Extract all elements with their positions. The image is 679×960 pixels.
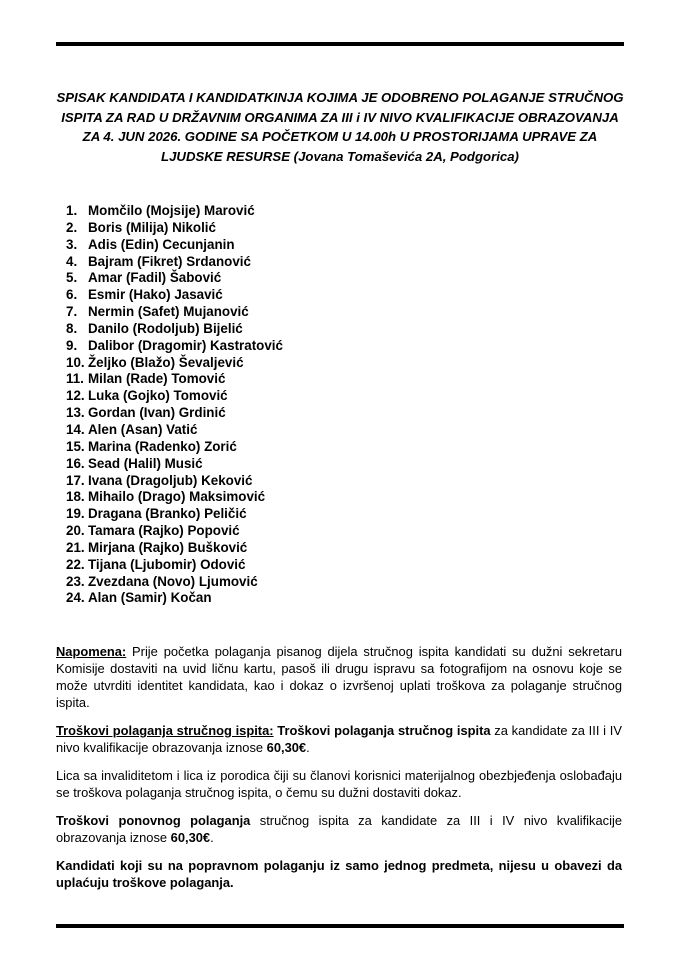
list-item	[66, 254, 283, 271]
candidate-name: Esmir (Hako) Jasavić	[88, 287, 223, 303]
item-number: 2.	[66, 219, 78, 235]
note-label: Napomena:	[56, 644, 127, 659]
list-item	[66, 473, 283, 490]
candidate-name: Zvezdana (Novo) Ljumović	[88, 573, 258, 589]
bottom-rule	[56, 924, 624, 928]
candidate-name: Dalibor (Dragomir) Kastratović	[88, 337, 283, 353]
item-number: 12.	[66, 388, 85, 404]
candidate-name: Alen (Asan) Vatić	[88, 421, 198, 437]
list-item	[66, 590, 283, 607]
candidate-name: Bajram (Fikret) Srdanović	[88, 253, 251, 269]
item-number: 18.	[66, 489, 85, 505]
list-item	[66, 270, 283, 287]
item-number: 3.	[66, 236, 78, 252]
candidate-name: Tijana (Ljubomir) Odović	[88, 556, 246, 572]
disability-paragraph: Lica sa invaliditetom i lica iz porodica čiji su članovi korisnici materijalnog obezbjeđenja oslobađaju se troškova polaganja stručnog ispita, o čemu su dužni dostaviti dokaz.	[56, 768, 622, 800]
item-number: 19.	[66, 506, 85, 522]
list-item	[66, 388, 283, 405]
candidate-name: Luka (Gojko) Tomović	[88, 388, 228, 404]
item-number: 8.	[66, 320, 78, 336]
item-number: 11.	[66, 371, 84, 387]
costs-text: za kandidate za III i IV nivo kvalifikacije obrazovanja iznose	[56, 723, 622, 755]
list-item	[66, 523, 283, 540]
candidate-name: Danilo (Rodoljub) Bijelić	[88, 320, 243, 336]
list-item	[66, 557, 283, 574]
candidate-name: Tamara (Rajko) Popović	[88, 523, 240, 539]
item-number: 7.	[66, 304, 78, 320]
candidate-name: Boris (Milija) Nikolić	[88, 219, 216, 235]
retake-end: .	[210, 830, 214, 845]
list-item	[66, 506, 283, 523]
list-item	[66, 456, 283, 473]
note-text: Prije početka polaganja pisanog dijela stručnog ispita kandidati su dužni sekretaru Komisije dostaviti na uvid ličnu kartu, pasoš ili drugu ispravu sa fotografijom na osnovu koje se može utvrditi identitet kandidata, kao i dokaz o izvršenoj uplati troškova za polaganje stručnog ispita.	[56, 644, 622, 710]
candidate-name: Željko (Blažo) Ševaljević	[88, 354, 244, 370]
candidate-name: Momčilo (Mojsije) Marović	[88, 203, 255, 218]
list-item	[66, 489, 283, 506]
candidate-name: Sead (Halil) Musić	[88, 455, 203, 471]
item-number: 16.	[66, 455, 85, 471]
item-number: 1.	[66, 203, 78, 218]
item-number: 20.	[66, 523, 85, 539]
costs-paragraph	[56, 722, 622, 756]
list-item	[66, 237, 283, 254]
list-item	[66, 203, 283, 220]
candidate-name: Marina (Radenko) Zorić	[88, 438, 237, 454]
item-number: 13.	[66, 405, 85, 421]
list-item	[66, 338, 283, 355]
candidate-list	[66, 203, 283, 607]
item-number: 10.	[66, 354, 85, 370]
candidate-name: Gordan (Ivan) Grdinić	[88, 405, 226, 421]
candidate-name: Nermin (Safet) Mujanović	[88, 304, 249, 320]
candidate-name: Milan (Rade) Tomović	[88, 371, 226, 387]
candidate-name: Dragana (Branko) Peličić	[88, 506, 247, 522]
notes-section	[56, 643, 622, 902]
list-item	[66, 304, 283, 321]
candidate-name: Amar (Fadil) Šabović	[88, 270, 222, 286]
retake-amount: 60,30€	[170, 830, 211, 845]
candidate-name: Alan (Samir) Kočan	[88, 590, 212, 606]
retake-paragraph	[56, 812, 622, 846]
list-item	[66, 439, 283, 456]
item-number: 4.	[66, 253, 78, 269]
list-item	[66, 574, 283, 591]
list-item	[66, 355, 283, 372]
item-number: 21.	[66, 539, 85, 555]
list-item	[66, 540, 283, 557]
costs-bold-lead: Troškovi polaganja stručnog ispita	[273, 723, 491, 738]
final-note-paragraph: Kandidati koji su na popravnom polaganju iz samo jednog predmeta, nijesu u obavezi da uplaćuju troškove polaganja.	[56, 858, 622, 890]
candidate-name: Mihailo (Drago) Maksimović	[88, 489, 266, 505]
list-item	[66, 321, 283, 338]
costs-label: Troškovi polaganja stručnog ispita:	[56, 723, 274, 738]
candidate-name: Adis (Edin) Cecunjanin	[88, 236, 235, 252]
top-rule	[56, 42, 624, 46]
candidate-name: Mirjana (Rajko) Bušković	[88, 539, 248, 555]
list-item	[66, 405, 283, 422]
note-paragraph	[56, 643, 622, 711]
retake-bold-lead: Troškovi ponovnog polaganja	[56, 813, 251, 828]
item-number: 23.	[66, 573, 85, 589]
item-number: 24.	[66, 590, 85, 606]
item-number: 15.	[66, 438, 85, 454]
item-number: 22.	[66, 556, 85, 572]
document-title: SPISAK KANDIDATA I KANDIDATKINJA KOJIMA JE ODOBRENO POLAGANJE STRUČNOG ISPITA ZA RAD U DRŽAVNIM ORGANIMA ZA III i IV NIVO KVALIFIKACIJE OBRAZOVANJA ZA 4. JUN 2026. GODINE SA POČETKOM U 14.00h U PROSTORIJAMA UPRAVE ZA LJUDSKE RESURSE (Jovana Tomaševića 2A, Podgorica)	[56, 90, 624, 164]
list-item	[66, 287, 283, 304]
list-item	[66, 220, 283, 237]
item-number: 5.	[66, 270, 78, 286]
item-number: 17.	[66, 472, 85, 488]
list-item	[66, 422, 283, 439]
retake-text: stručnog ispita za kandidate za III i IV nivo kvalifikacije obrazovanja iznose	[56, 813, 622, 845]
item-number: 14.	[66, 421, 85, 437]
item-number: 9.	[66, 337, 78, 353]
item-number: 6.	[66, 287, 78, 303]
costs-amount: 60,30€	[266, 740, 307, 755]
costs-end: .	[306, 740, 310, 755]
candidate-name: Ivana (Dragoljub) Keković	[88, 472, 253, 488]
list-item	[66, 371, 283, 388]
